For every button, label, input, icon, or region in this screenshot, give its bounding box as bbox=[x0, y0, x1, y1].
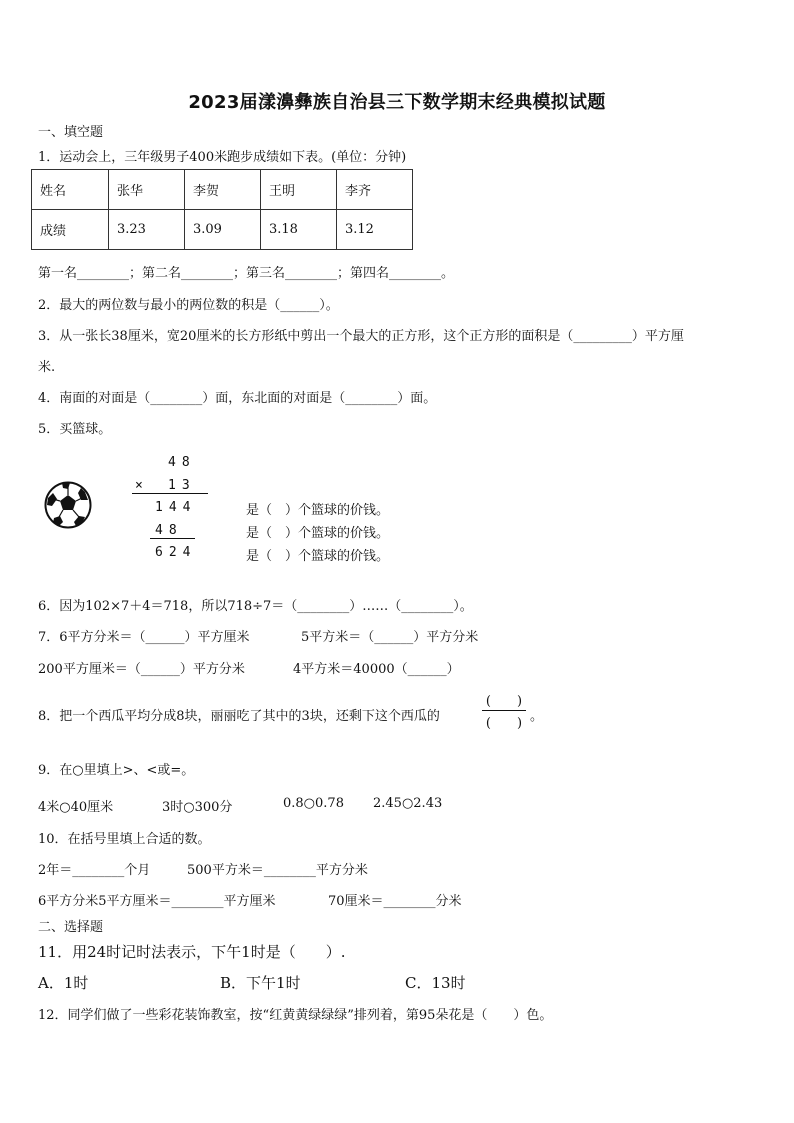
page-title: 2023届漾濞彝族自治县三下数学期末经典模拟试题 bbox=[188, 92, 606, 113]
table-cell: 李贺 bbox=[185, 170, 261, 210]
question-7-c: 200平方厘米＝（______）平方分米 bbox=[38, 662, 245, 677]
question-10-b: 500平方米＝________平方分米 bbox=[187, 863, 368, 878]
question-9: 9．在○里填上>、<或=。 bbox=[38, 763, 195, 778]
table-cell: 3.09 bbox=[185, 210, 261, 250]
fraction-denominator: ( ) bbox=[485, 716, 523, 731]
question-11-option-b: B．下午1时 bbox=[220, 974, 301, 992]
question-10-c: 6平方分米5平方厘米＝________平方厘米 bbox=[38, 894, 276, 909]
question-9-item: 3时○300分 bbox=[162, 800, 233, 815]
question-9-item: 4米○40厘米 bbox=[38, 800, 114, 815]
mult-line-1 bbox=[132, 493, 208, 494]
basketball-label-2: 是（ ）个篮球的价钱。 bbox=[246, 526, 390, 541]
soccer-ball-icon bbox=[44, 481, 92, 529]
mult-result: 624 bbox=[155, 545, 197, 560]
mult-top-number: 48 bbox=[168, 455, 196, 470]
fraction-numerator: ( ) bbox=[485, 694, 523, 709]
question-7-a: 7．6平方分米＝（______）平方厘米 bbox=[38, 630, 250, 645]
mult-times-sign: × bbox=[135, 478, 149, 493]
question-2: 2．最大的两位数与最小的两位数的积是（______）。 bbox=[38, 298, 339, 313]
fraction-blank bbox=[482, 690, 526, 731]
question-11-option-a: A．1时 bbox=[38, 974, 89, 992]
mult-line-2 bbox=[150, 538, 195, 539]
basketball-label-1: 是（ ）个篮球的价钱。 bbox=[246, 503, 390, 518]
question-1: 1．运动会上，三年级男子400米跑步成绩如下表。(单位：分钟) bbox=[38, 150, 407, 165]
question-9-item: 0.8○0.78 bbox=[283, 796, 344, 811]
table-cell: 3.18 bbox=[261, 210, 337, 250]
section-heading-fill-blank: 一、填空题 bbox=[38, 125, 104, 140]
question-7-d: 4平方米＝40000（______） bbox=[293, 662, 460, 677]
question-8: 8．把一个西瓜平均分成8块，丽丽吃了其中的3块，还剩下这个西瓜的 bbox=[38, 709, 440, 724]
table-cell: 3.12 bbox=[337, 210, 413, 250]
question-6: 6．因为102×7＋4＝718，所以718÷7＝（________）……（________）。 bbox=[38, 599, 473, 614]
question-7-b: 5平方米＝（______）平方分米 bbox=[301, 630, 479, 645]
score-table bbox=[31, 169, 413, 250]
question-5: 5．买篮球。 bbox=[38, 422, 112, 437]
basketball-label-3: 是（ ）个篮球的价钱。 bbox=[246, 549, 390, 564]
table-row bbox=[32, 170, 413, 210]
question-10-a: 2年＝________个月 bbox=[38, 863, 151, 878]
question-9-item: 2.45○2.43 bbox=[373, 796, 443, 811]
table-cell: 张华 bbox=[109, 170, 185, 210]
table-cell: 3.23 bbox=[109, 210, 185, 250]
section-heading-choice: 二、选择题 bbox=[38, 920, 104, 935]
question-3-line2: 米. bbox=[38, 360, 56, 375]
mult-second-number: 13 bbox=[168, 478, 196, 493]
question-11: 11．用24时记时法表示，下午1时是（ ）. bbox=[38, 943, 346, 961]
table-cell: 成绩 bbox=[32, 210, 109, 250]
fraction-bar bbox=[482, 710, 526, 711]
question-3-line1: 3．从一张长38厘米，宽20厘米的长方形纸中剪出一个最大的正方形，这个正方形的面积是（_________）平方厘 bbox=[38, 329, 684, 344]
mult-partial-1: 144 bbox=[155, 500, 197, 515]
question-4: 4．南面的对面是（________）面，东北面的对面是（________）面。 bbox=[38, 391, 437, 406]
question-10-d: 70厘米＝________分米 bbox=[328, 894, 462, 909]
question-11-option-c: C．13时 bbox=[405, 974, 466, 992]
table-row bbox=[32, 210, 413, 250]
question-12: 12．同学们做了一些彩花装饰教室，按“红黄黄绿绿绿”排列着，第95朵花是（ ）色。 bbox=[38, 1008, 553, 1023]
table-cell: 姓名 bbox=[32, 170, 109, 210]
mult-partial-2: 48 bbox=[155, 523, 183, 538]
table-cell: 李齐 bbox=[337, 170, 413, 210]
question-8-end: 。 bbox=[530, 709, 544, 724]
question-1-answer-line: 第一名________；第二名________；第三名________；第四名________。 bbox=[38, 266, 455, 281]
question-10: 10．在括号里填上合适的数。 bbox=[38, 832, 211, 847]
table-cell: 王明 bbox=[261, 170, 337, 210]
